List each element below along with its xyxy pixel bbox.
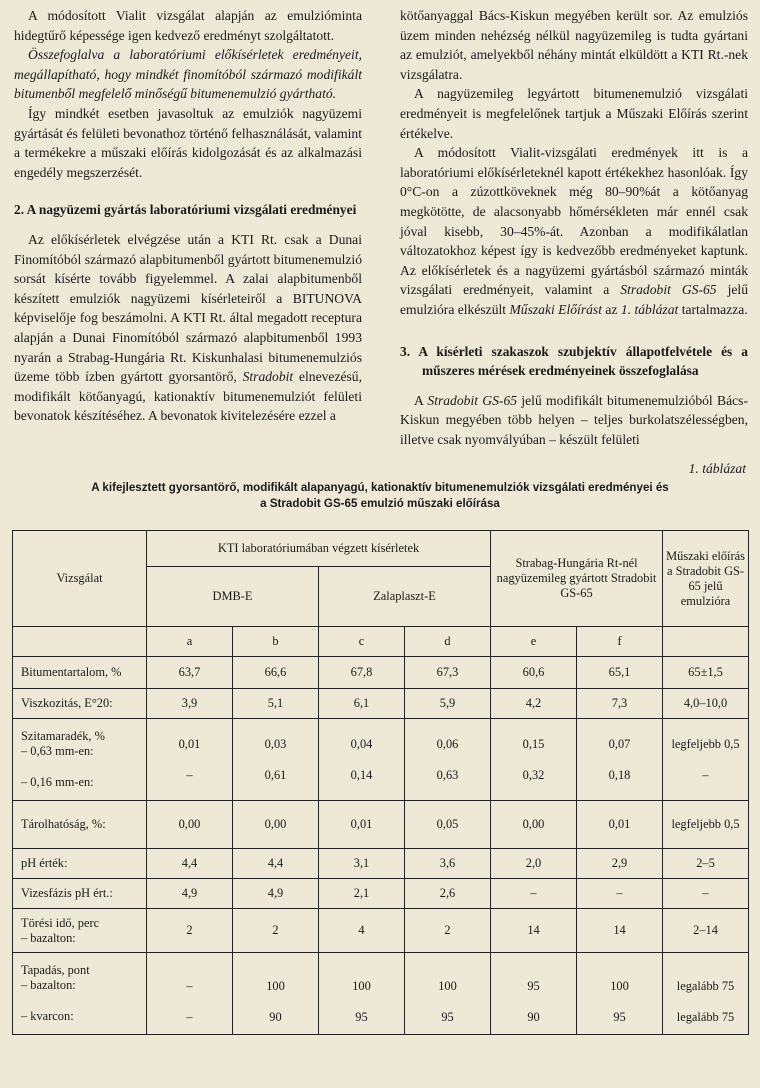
cell: – – [147, 953, 233, 1035]
cell: 14 [577, 909, 663, 953]
cell: 2,6 [405, 879, 491, 909]
table-row [13, 801, 749, 849]
row-label: Bitumentartalom, % [13, 657, 147, 689]
paragraph: A Stradobit GS-65 jelű modifikált bitumenemulzióból Bács-Kiskun megyében több helyen – teljes burkolatszélességben, illetve csak nyomvályúban – készült felületi [400, 392, 748, 447]
header-vizsgalat: Vizsgálat [13, 531, 147, 627]
cell: 0,15 0,32 [491, 719, 577, 801]
column-letter: f [577, 627, 663, 657]
cell: – [577, 879, 663, 909]
cell: 63,7 [147, 657, 233, 689]
cell: 60,6 [491, 657, 577, 689]
cell: 4,2 [491, 689, 577, 719]
row-label: Vizesfázis pH ért.: [13, 879, 147, 909]
column-letter: c [319, 627, 405, 657]
cell: 4,0–10,0 [663, 689, 749, 719]
cell: 65,1 [577, 657, 663, 689]
right-text-column [400, 6, 748, 449]
summary-paragraph: Összefoglalva a laboratóriumi előkísérletek eredményeit, megállapítható, hogy mindkét finomítóból származó modifikált bitumenből megfelelő minőségű bitumenemulzió gyártható. [14, 47, 362, 102]
header-zalaplaszt-e: Zalaplaszt-E [319, 567, 491, 627]
column-letter: a [147, 627, 233, 657]
cell: 0,00 [491, 801, 577, 849]
cell: 2–14 [663, 909, 749, 953]
table-row [13, 689, 749, 719]
paragraph: Így mindkét esetben javasoltuk az emulziók nagyüzemi gyártását és felületi bevonathoz történő felhasználását, valamint a termékekre a műszaki előírás kidolgozását és az alkalmazási engedély megszerzését. [14, 105, 362, 180]
table-row [13, 953, 749, 1035]
cell: legalább 75 legalább 75 [663, 953, 749, 1035]
cell: 0,01 [577, 801, 663, 849]
cell: 2–5 [663, 849, 749, 879]
row-label: Szitamaradék, % – 0,63 mm-en: – 0,16 mm-en: [13, 719, 147, 801]
paragraph: A módosított Vialit-vizsgálati eredmények itt is a laboratóriumi előkísérleteknél kapott értékekhez hasonlóak. Így 0°C-on a zúzottköveknek még 80–90%át a kötőanyag megkötötte, de alacsonyabb hőmérsékleten már ennél csak jóval kisebb, 30–45%-át. Azonban a modifikálatlan változatokhoz képest így is kedvezőbb eredményeket kaptunk. Az előkísérletek és a nagyüzemi gyártásból származó minták vizsgálati eredményeit, valamint a Stradobit GS-65 jelű emulzióra elkészült Műszaki Előírást az 1. táblázat tartalmazza. [400, 145, 748, 317]
cell: 3,1 [319, 849, 405, 879]
section-heading-3: 3. A kísérleti szakaszok szubjektív állapotfelvétele és a műszeres mérések eredményeinek összefoglalása [400, 343, 748, 379]
cell: 100 95 [319, 953, 405, 1035]
cell: 65±1,5 [663, 657, 749, 689]
cell: legfeljebb 0,5 [663, 801, 749, 849]
column-letter: b [233, 627, 319, 657]
product-name: Stradobit GS-65 [620, 282, 717, 298]
table-number: 1. táblázat [688, 461, 746, 476]
header-kti: KTI laboratóriumában végzett kísérletek [147, 531, 491, 567]
column-letter: d [405, 627, 491, 657]
table-row [13, 719, 749, 801]
paragraph: Az előkísérletek elvégzése után a KTI Rt. csak a Dunai Finomítóból származó alapbitumenből gyártott bitumenemulzió sorsát kísérte tovább figyelemmel. A zalai alapbitumenből készített emulziók nagyüzemi kísérleteiről a BITUNOVA képviselője fog beszámolni. A KTI Rt. által megadott receptura alapján a Dunai Finomítóból származó alapbitumenből 1993 nyarán a Strabag-Hungária Rt. Kiskunhalasi bitumenemulziós üzeme több ízben gyártott gyorsantörő, Stradobit elnevezésű, modifikált kötőanyagú, kationaktív bitumenemulziót felületi bevonatok készítéséhez. A bevonatok kivitelezésére ezzel a [14, 231, 362, 424]
cell: 0,01 [319, 801, 405, 849]
paragraph: A módosított Vialit vizsgálat alapján az emulzióminta hidegtűrő képessége igen kedvező eredményt szolgáltatott. [14, 8, 362, 43]
cell: 3,9 [147, 689, 233, 719]
row-label: Törési idő, perc – bazalton: [13, 909, 147, 953]
table-caption: A kifejlesztett gyorsantörő, modifikált alapanyagú, kationaktív bitumenemulziók vizsgálati eredményei és a Stradobit GS-65 emulzió műszaki előírása [91, 481, 669, 510]
cell: 0,07 0,18 [577, 719, 663, 801]
left-text-column [14, 6, 362, 426]
table-row [13, 909, 749, 953]
cell: 2 [147, 909, 233, 953]
cell: legfeljebb 0,5 – [663, 719, 749, 801]
cell: 2,9 [577, 849, 663, 879]
cell: 14 [491, 909, 577, 953]
cell: 2,1 [319, 879, 405, 909]
cell: 95 90 [491, 953, 577, 1035]
paragraph: A nagyüzemileg legyártott bitumenemulzió vizsgálati eredményeit is megfelelőnek tartjuk a Műszaki Előírás szerint értékelve. [400, 86, 748, 141]
row-label: Tapadás, pont – bazalton: – kvarcon: [13, 953, 147, 1035]
cell: 4,9 [233, 879, 319, 909]
cell: 0,04 0,14 [319, 719, 405, 801]
cell: 6,1 [319, 689, 405, 719]
cell: 4,9 [147, 879, 233, 909]
column-letter: e [491, 627, 577, 657]
cell: 2 [405, 909, 491, 953]
cell: – [663, 879, 749, 909]
cell: 4,4 [233, 849, 319, 879]
cell: 0,05 [405, 801, 491, 849]
product-name: Stradobit [242, 369, 294, 385]
cell: 4,4 [147, 849, 233, 879]
cell: 0,00 [233, 801, 319, 849]
cell: 5,9 [405, 689, 491, 719]
header-dmb-e: DMB-E [147, 567, 319, 627]
cell: 100 95 [405, 953, 491, 1035]
cell: 7,3 [577, 689, 663, 719]
product-name: Stradobit GS-65 [427, 392, 518, 408]
table-row [13, 657, 749, 689]
header-muszaki: Műszaki előírás a Stradobit GS-65 jelű emulzióra [663, 531, 749, 627]
cell: 100 90 [233, 953, 319, 1035]
row-label: Viszkozitás, E°20: [13, 689, 147, 719]
results-table [12, 530, 749, 1035]
cell: 5,1 [233, 689, 319, 719]
table-row [13, 849, 749, 879]
cell: 100 95 [577, 953, 663, 1035]
cell: 0,06 0,63 [405, 719, 491, 801]
table-row [13, 879, 749, 909]
cell: – [491, 879, 577, 909]
header-strabag: Strabag-Hungária Rt-nél nagyüzemileg gyártott Stradobit GS-65 [491, 531, 663, 627]
cell: 2,0 [491, 849, 577, 879]
row-label: pH érték: [13, 849, 147, 879]
cell: 0,01 – [147, 719, 233, 801]
cell: 0,00 [147, 801, 233, 849]
cell: 4 [319, 909, 405, 953]
cell: 2 [233, 909, 319, 953]
row-label: Tárolhatóság, %: [13, 801, 147, 849]
section-heading-2: 2. A nagyüzemi gyártás laboratóriumi vizsgálati eredményei [14, 202, 357, 218]
cell: 67,3 [405, 657, 491, 689]
cell: 66,6 [233, 657, 319, 689]
paragraph: kötőanyaggal Bács-Kiskun megyében került sor. Az emulziós üzem minden nehézség nélkül nagyüzemileg is tudta gyártani az emulziót, amelyekből néhány mintát elküldött a KTI Rt.-nek vizsgálatra. [400, 8, 748, 82]
cell: 0,03 0,61 [233, 719, 319, 801]
cell: 67,8 [319, 657, 405, 689]
cell: 3,6 [405, 849, 491, 879]
